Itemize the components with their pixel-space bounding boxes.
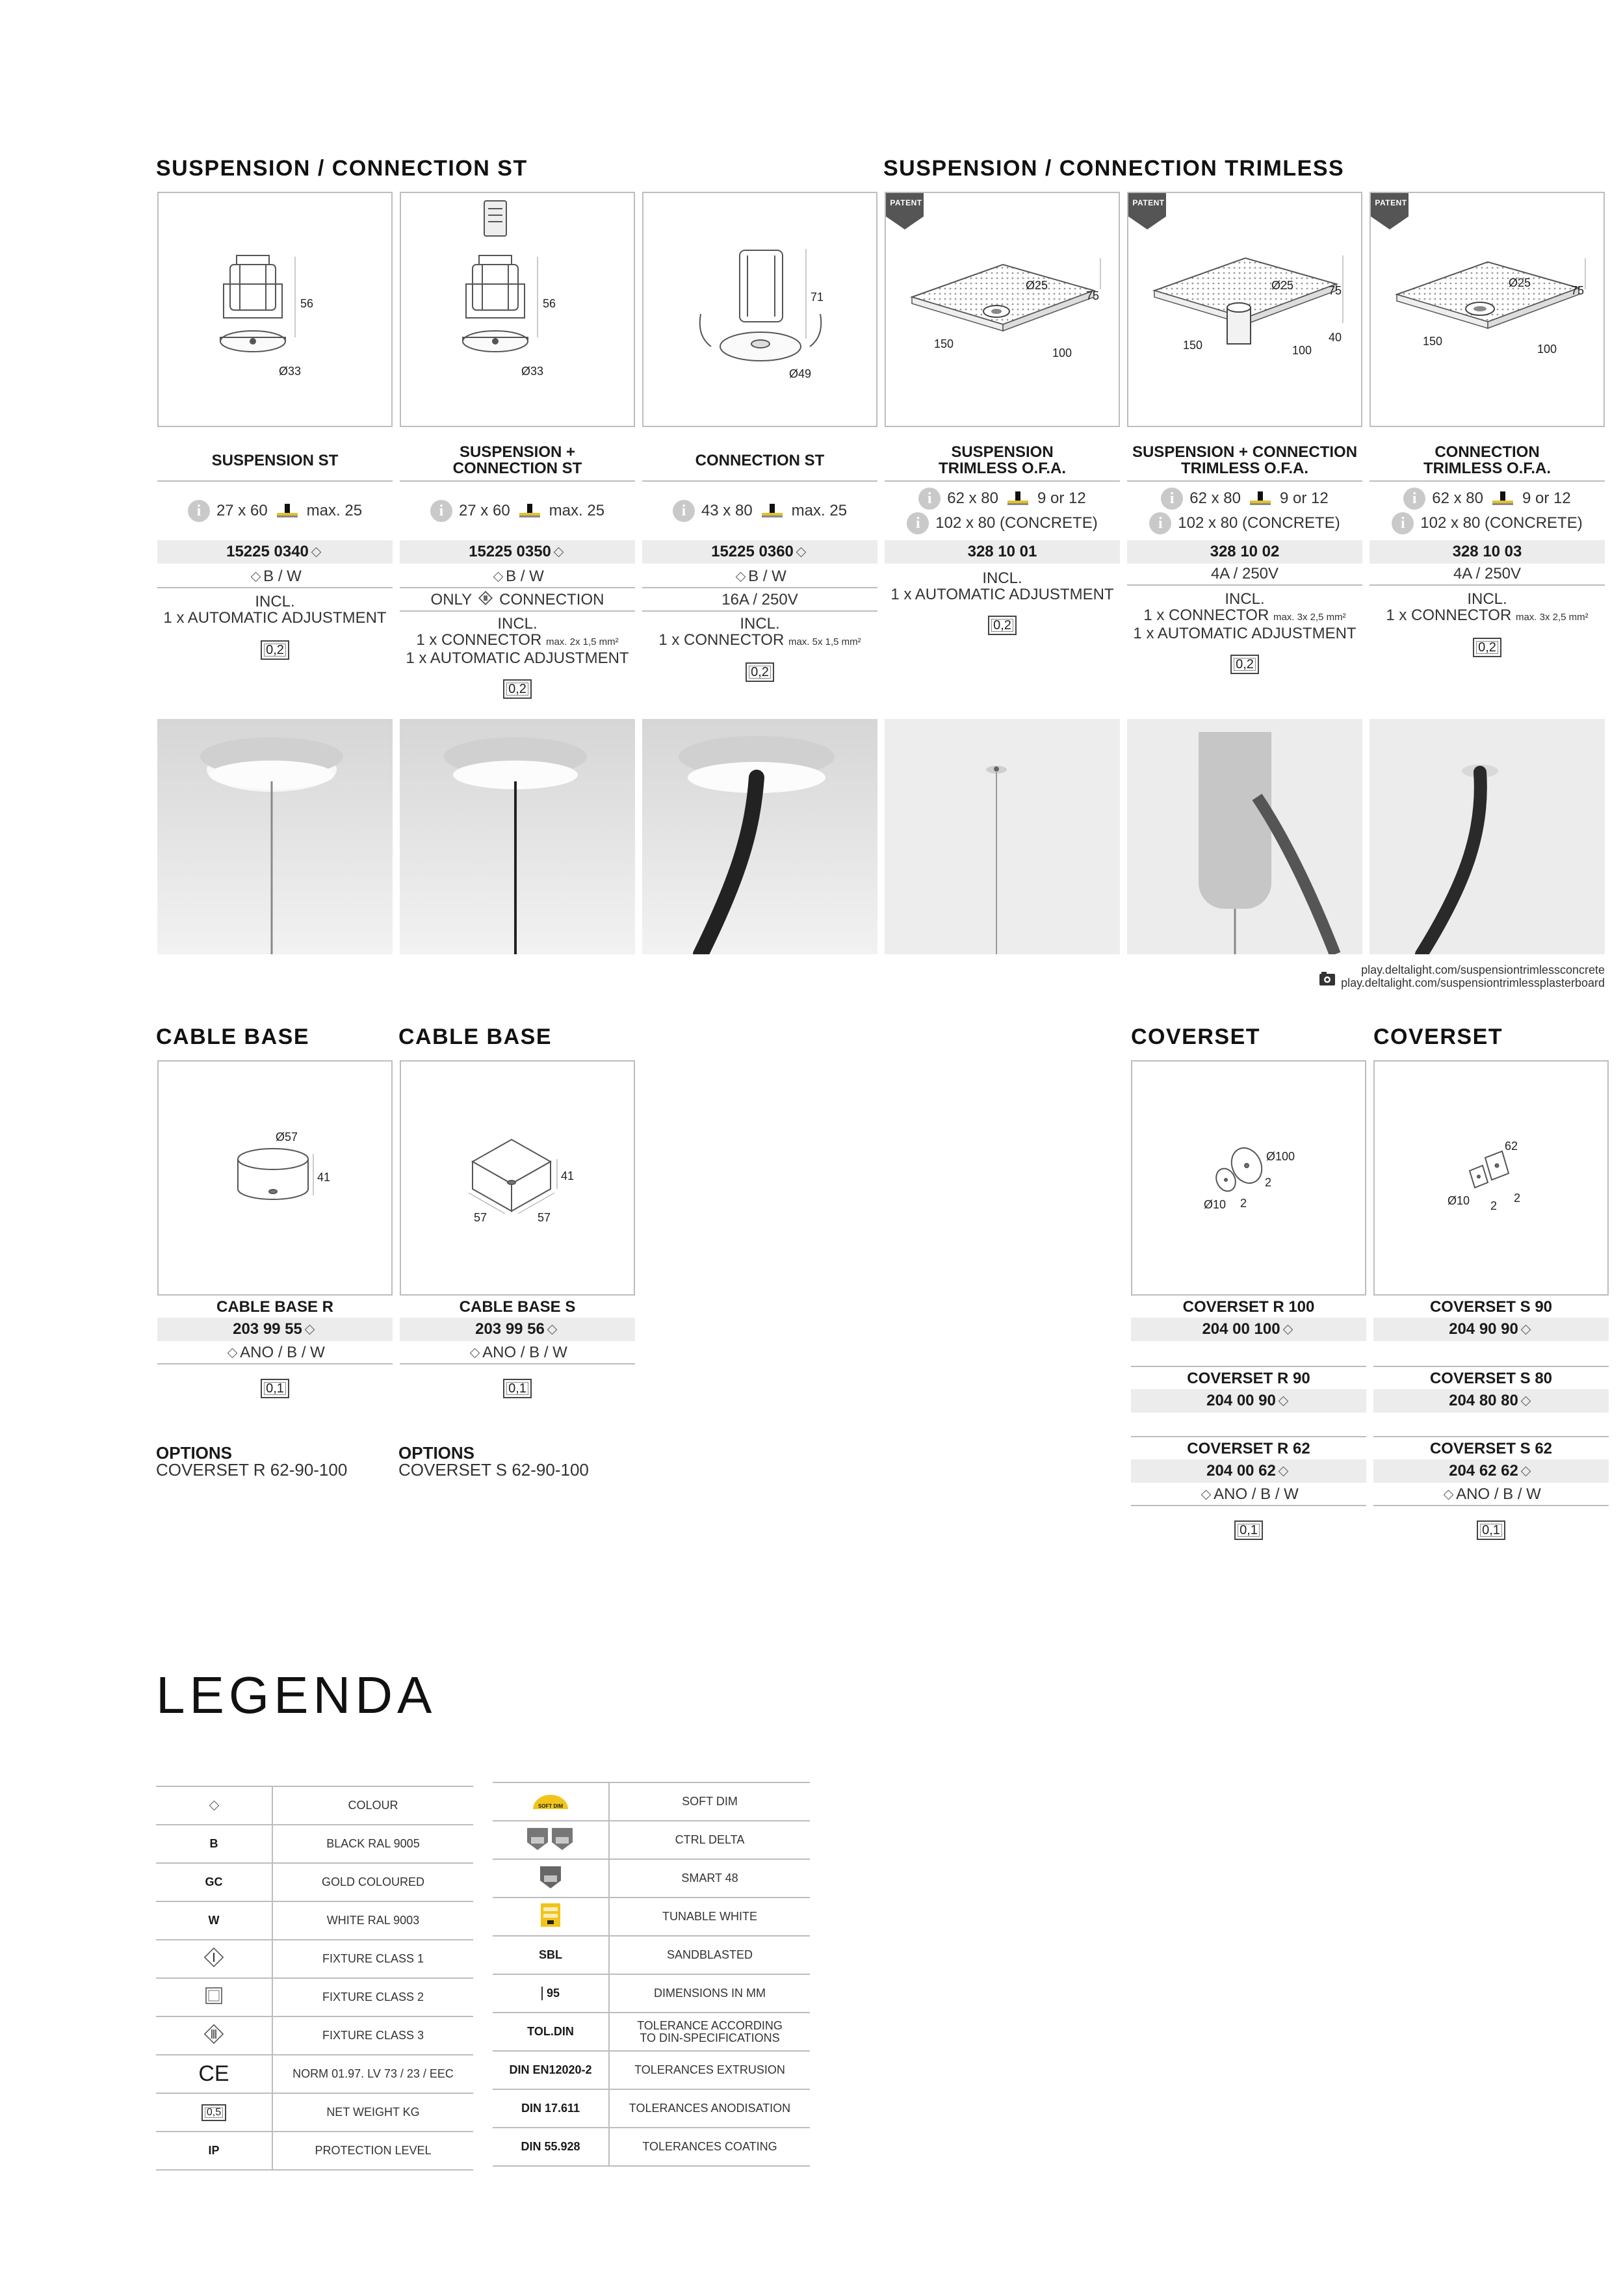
legend-table-right — [493, 1782, 810, 2167]
legend-row: SOFT DIM SOFT DIM — [493, 1783, 810, 1821]
product-name: SUSPENSION + CONNECTION TRIMLESS O.F.A. — [1127, 440, 1362, 482]
weight-badge: 0,1 — [1477, 1520, 1505, 1540]
diamond-icon — [470, 1348, 480, 1358]
legenda-title: LEGENDA — [156, 1666, 437, 1724]
product-includes: INCL. 1 x CONNECTOR max. 2x 1,5 mm² 1 x AUTOMATIC ADJUSTMENT — [406, 615, 629, 667]
diamond-icon — [209, 1801, 219, 1811]
legend-row: FIXTURE CLASS 2 — [156, 1979, 473, 2017]
dimensions-info-icon: i — [1149, 512, 1171, 534]
product-photo-suspension-connection-trimless — [1127, 719, 1362, 954]
diamond-icon — [796, 547, 807, 557]
weight-badge: 0,2 — [988, 616, 1017, 635]
fixture-class-3-icon — [201, 2021, 227, 2050]
product-name: CONNECTION TRIMLESS O.F.A. — [1370, 440, 1605, 482]
options-value: COVERSET S 62-90-100 — [398, 1460, 589, 1480]
section-title-trimless: SUSPENSION / CONNECTION TRIMLESS — [883, 156, 1345, 181]
cable-base-s-drawing — [401, 1062, 635, 1296]
svg-text:62: 62 — [1505, 1140, 1518, 1153]
product-name: SUSPENSION + CONNECTION ST — [400, 440, 635, 482]
fixture-class-3-icon — [478, 591, 493, 610]
legend-row: 0,5 NET WEIGHT KG — [156, 2094, 473, 2132]
link-concrete[interactable]: play.deltalight.com/suspensiontrimlessconcrete — [1361, 963, 1605, 976]
smart-48-icon — [539, 1864, 562, 1893]
svg-text:Ø10: Ø10 — [1204, 1198, 1227, 1211]
dimensions-info-icon: i — [430, 500, 452, 522]
product-connection-trimless — [1370, 192, 1605, 705]
product-code: 328 10 02 — [1127, 540, 1362, 564]
fixture-class-1-icon — [201, 1944, 227, 1974]
svg-text:Ø49: Ø49 — [789, 367, 812, 380]
legend-row: COLOUR — [156, 1787, 473, 1825]
product-includes: INCL. 1 x AUTOMATIC ADJUSTMENT — [163, 593, 387, 627]
section-title-coverset-r: COVERSET — [1131, 1024, 1261, 1049]
legend-row: DIN EN12020-2 TOLERANCES EXTRUSION — [493, 2052, 810, 2090]
svg-text:56: 56 — [543, 297, 556, 310]
legend-row: W WHITE RAL 9003 — [156, 1902, 473, 1940]
svg-text:100: 100 — [1052, 346, 1072, 359]
weight-badge: 0,2 — [746, 662, 774, 682]
diamond-icon — [1279, 1396, 1289, 1406]
legend-row: CE NORM 01.97. LV 73 / 23 / EEC — [156, 2055, 473, 2094]
svg-text:2: 2 — [1240, 1197, 1247, 1210]
svg-text:100: 100 — [1292, 344, 1312, 357]
product-code: 15225 0360 — [642, 540, 877, 564]
svg-text:Ø25: Ø25 — [1271, 279, 1294, 292]
product-photo-connection-st — [642, 719, 877, 954]
diamond-icon — [547, 1324, 558, 1335]
link-plasterboard[interactable]: play.deltalight.com/suspensiontrimlessplasterboard — [1341, 976, 1605, 989]
svg-text:2: 2 — [1514, 1192, 1521, 1205]
product-name: SUSPENSION TRIMLESS O.F.A. — [885, 440, 1120, 482]
product-name: COVERSET S 62 — [1429, 1439, 1553, 1457]
product-diagram — [157, 1060, 393, 1296]
svg-text:Ø33: Ø33 — [521, 365, 544, 378]
product-specs: i 27 x 60 max. 25 — [400, 484, 635, 538]
weight-badge: 0,2 — [1473, 638, 1501, 657]
product-code: 204 62 62 — [1373, 1459, 1609, 1483]
product-name: COVERSET R 62 — [1187, 1439, 1310, 1457]
product-specs: i 27 x 60 max. 25 — [157, 484, 393, 538]
product-code: 15225 0350 — [400, 540, 635, 564]
diamond-icon — [1201, 1489, 1212, 1500]
svg-text:75: 75 — [1329, 284, 1342, 297]
product-photo-suspension-connection-st — [400, 719, 635, 954]
product-diagram — [400, 1060, 635, 1296]
weight-badge: 0,1 — [261, 1379, 289, 1398]
svg-text:56: 56 — [300, 297, 314, 310]
fixture-class-2-icon — [201, 1983, 227, 2012]
patent-badge: PATENT — [1371, 193, 1411, 231]
legend-row: SMART 48 — [493, 1860, 810, 1898]
colour-options: ANO / B / W — [1373, 1484, 1609, 1506]
product-code: 204 80 80 — [1373, 1389, 1609, 1413]
product-specs: i 43 x 80 max. 25 — [642, 484, 877, 538]
dimensions-info-icon: i — [1392, 512, 1414, 534]
product-includes: INCL. 1 x CONNECTOR max. 3x 2,5 mm² — [1386, 590, 1589, 624]
svg-text:100: 100 — [1537, 343, 1557, 356]
svg-text:150: 150 — [1183, 339, 1203, 352]
svg-text:Ø57: Ø57 — [276, 1130, 298, 1143]
dimensions-info-icon: i — [918, 488, 941, 510]
cable-base-s — [400, 1060, 635, 1476]
product-name: COVERSET S 90 — [1429, 1298, 1553, 1316]
dimensions-info-icon: i — [673, 500, 695, 522]
connection-note: ONLY CONNECTION — [400, 590, 635, 612]
diamond-icon — [493, 571, 504, 582]
svg-text:Ø25: Ø25 — [1509, 276, 1531, 289]
cable-base-r — [157, 1060, 393, 1476]
product-name: CABLE BASE R — [216, 1298, 333, 1316]
legend-table-left — [156, 1786, 473, 2171]
product-code: 203 99 56 — [400, 1318, 635, 1341]
colour-options: B / W — [400, 566, 635, 588]
svg-text:41: 41 — [317, 1171, 331, 1184]
coverset-r-drawing — [1132, 1062, 1366, 1296]
weight-badge: 0,1 — [1234, 1520, 1263, 1540]
svg-text:Ø100: Ø100 — [1266, 1150, 1295, 1163]
product-diagram — [400, 192, 635, 427]
svg-text:150: 150 — [934, 337, 954, 350]
legend-row: IP PROTECTION LEVEL — [156, 2132, 473, 2171]
recess-depth-icon — [517, 501, 543, 521]
svg-text:57: 57 — [538, 1211, 551, 1224]
svg-text:Ø33: Ø33 — [279, 365, 302, 378]
section-title-coverset-s: COVERSET — [1373, 1024, 1503, 1049]
legend-row: 95 DIMENSIONS IN MM — [493, 1975, 810, 2013]
product-diagram — [157, 192, 393, 427]
options-value: COVERSET R 62-90-100 — [156, 1460, 348, 1480]
colour-options: ANO / B / W — [1131, 1484, 1366, 1506]
product-name: SUSPENSION ST — [157, 440, 393, 482]
product-diagram — [1131, 1060, 1366, 1296]
product-includes: INCL. 1 x AUTOMATIC ADJUSTMENT — [890, 569, 1114, 603]
diamond-icon — [1444, 1489, 1454, 1500]
ce-mark-icon: CE — [156, 2055, 273, 2093]
legend-row: DIN 17.611 TOLERANCES ANODISATION — [493, 2090, 810, 2128]
product-diagram — [885, 192, 1120, 427]
suspension-trimless-drawing — [886, 193, 1120, 427]
electrical-rating: 4A / 250V — [1370, 564, 1605, 586]
recess-depth-icon — [1247, 489, 1273, 508]
product-name: COVERSET R 90 — [1187, 1369, 1310, 1387]
suspension-connection-st-drawing — [401, 193, 635, 427]
product-specs: i 62 x 80 9 or 12 i 102 x 80 (CONCRETE) — [885, 484, 1120, 538]
product-name: COVERSET S 80 — [1429, 1369, 1553, 1387]
svg-text:2: 2 — [1265, 1176, 1272, 1189]
product-name: CABLE BASE S — [459, 1298, 576, 1316]
product-photo-suspension-trimless — [885, 719, 1120, 954]
recess-depth-icon — [1005, 489, 1031, 508]
connection-trimless-drawing — [1371, 193, 1605, 427]
svg-text:Ø10: Ø10 — [1448, 1194, 1470, 1207]
diamond-icon — [554, 547, 564, 557]
dimensions-info-icon: i — [1161, 488, 1183, 510]
product-code: 204 00 62 — [1131, 1459, 1366, 1483]
video-links — [1319, 963, 1605, 989]
recess-depth-icon — [759, 501, 785, 521]
legend-row: GC GOLD COLOURED — [156, 1864, 473, 1902]
diamond-icon — [1282, 1324, 1293, 1335]
svg-text:75: 75 — [1571, 284, 1585, 297]
weight-badge: 0,1 — [503, 1379, 532, 1398]
section-title-cable-base-r: CABLE BASE — [156, 1024, 310, 1049]
product-suspension-connection-trimless — [1127, 192, 1362, 705]
ctrl-delta-icon — [526, 1825, 575, 1855]
product-code: 203 99 55 — [157, 1318, 393, 1341]
svg-text:75: 75 — [1086, 289, 1100, 302]
product-diagram — [1370, 192, 1605, 427]
product-diagram — [1373, 1060, 1609, 1296]
legend-row: FIXTURE CLASS 3 — [156, 2017, 473, 2055]
product-code: 15225 0340 — [157, 540, 393, 564]
svg-text:2: 2 — [1490, 1199, 1498, 1212]
product-code: 328 10 01 — [885, 540, 1120, 564]
cable-base-r-drawing — [159, 1062, 393, 1296]
product-code: 204 00 100 — [1131, 1318, 1366, 1341]
legend-row: CTRL DELTA — [493, 1821, 810, 1860]
soft-dim-icon: SOFT DIM — [529, 1792, 572, 1812]
suspension-connection-trimless-drawing — [1128, 193, 1362, 427]
dimensions-info-icon: i — [1403, 488, 1425, 510]
legend-row: TUNABLE WHITE — [493, 1898, 810, 1937]
section-title-cable-base-s: CABLE BASE — [398, 1024, 552, 1049]
recess-depth-icon — [274, 501, 300, 521]
product-includes: INCL. 1 x CONNECTOR max. 3x 2,5 mm² 1 x AUTOMATIC ADJUSTMENT — [1133, 590, 1357, 642]
product-includes: INCL. 1 x CONNECTOR max. 5x 1,5 mm² — [658, 615, 861, 649]
coverset-r — [1131, 1060, 1366, 1554]
product-suspension-st — [157, 192, 393, 705]
weight-badge: 0,2 — [503, 679, 532, 699]
suspension-st-drawing — [159, 193, 393, 427]
weight-icon: 0,5 — [201, 2104, 226, 2121]
legend-row: DIN 55.928 TOLERANCES COATING — [493, 2128, 810, 2167]
svg-text:57: 57 — [474, 1211, 487, 1224]
product-name: COVERSET R 100 — [1182, 1298, 1315, 1316]
play-video-icon — [1319, 971, 1336, 989]
colour-options: ANO / B / W — [157, 1342, 393, 1364]
svg-text:71: 71 — [811, 291, 824, 304]
options-label: OPTIONS — [398, 1443, 475, 1463]
product-suspension-connection-st — [400, 192, 635, 705]
coverset-s — [1373, 1060, 1609, 1554]
coverset-s-drawing — [1375, 1062, 1609, 1296]
svg-text:40: 40 — [1329, 331, 1342, 344]
legend-row: SBL SANDBLASTED — [493, 1937, 810, 1975]
diamond-icon — [1279, 1466, 1289, 1476]
colour-options: ANO / B / W — [400, 1342, 635, 1364]
product-photo-suspension-st — [157, 719, 393, 954]
diamond-icon — [251, 571, 261, 582]
diamond-icon — [227, 1348, 238, 1358]
patent-badge: PATENT — [886, 193, 926, 231]
diamond-icon — [311, 547, 322, 557]
recess-depth-icon — [1490, 489, 1516, 508]
product-connection-st — [642, 192, 877, 705]
product-name: CONNECTION ST — [642, 440, 877, 482]
legend-row: FIXTURE CLASS 1 — [156, 1940, 473, 1979]
diamond-icon — [1521, 1466, 1531, 1476]
dimensions-info-icon: i — [907, 512, 929, 534]
product-diagram — [642, 192, 877, 427]
legend-row: TOL.DIN TOLERANCE ACCORDING TO DIN-SPECIFICATIONS — [493, 2013, 810, 2052]
product-code: 328 10 03 — [1370, 540, 1605, 564]
patent-badge: PATENT — [1128, 193, 1169, 231]
product-specs: i 62 x 80 9 or 12 i 102 x 80 (CONCRETE) — [1370, 484, 1605, 538]
weight-badge: 0,2 — [261, 640, 289, 660]
product-photo-connection-trimless — [1370, 719, 1605, 954]
product-suspension-trimless — [885, 192, 1120, 705]
svg-text:Ø25: Ø25 — [1026, 279, 1048, 292]
dimensions-info-icon: i — [188, 500, 210, 522]
colour-options: B / W — [642, 566, 877, 588]
diamond-icon — [305, 1324, 315, 1335]
product-specs: i 62 x 80 9 or 12 i 102 x 80 (CONCRETE) — [1127, 484, 1362, 538]
svg-text:41: 41 — [561, 1169, 575, 1182]
connection-st-drawing — [643, 193, 877, 427]
product-diagram — [1127, 192, 1362, 427]
options-label: OPTIONS — [156, 1443, 233, 1463]
section-title-st: SUSPENSION / CONNECTION ST — [156, 156, 528, 181]
diamond-icon — [1521, 1324, 1531, 1335]
colour-options: B / W — [157, 566, 393, 588]
tunable-white-icon — [539, 1902, 562, 1931]
diamond-icon — [736, 571, 746, 582]
diamond-icon — [1521, 1396, 1531, 1406]
electrical-rating: 16A / 250V — [642, 590, 877, 612]
dimension-marker: 95 — [541, 1987, 560, 2000]
svg-text:150: 150 — [1423, 335, 1443, 348]
product-code: 204 00 90 — [1131, 1389, 1366, 1413]
product-code: 204 90 90 — [1373, 1318, 1609, 1341]
weight-badge: 0,2 — [1230, 655, 1259, 674]
legend-row: B BLACK RAL 9005 — [156, 1825, 473, 1864]
electrical-rating: 4A / 250V — [1127, 564, 1362, 586]
